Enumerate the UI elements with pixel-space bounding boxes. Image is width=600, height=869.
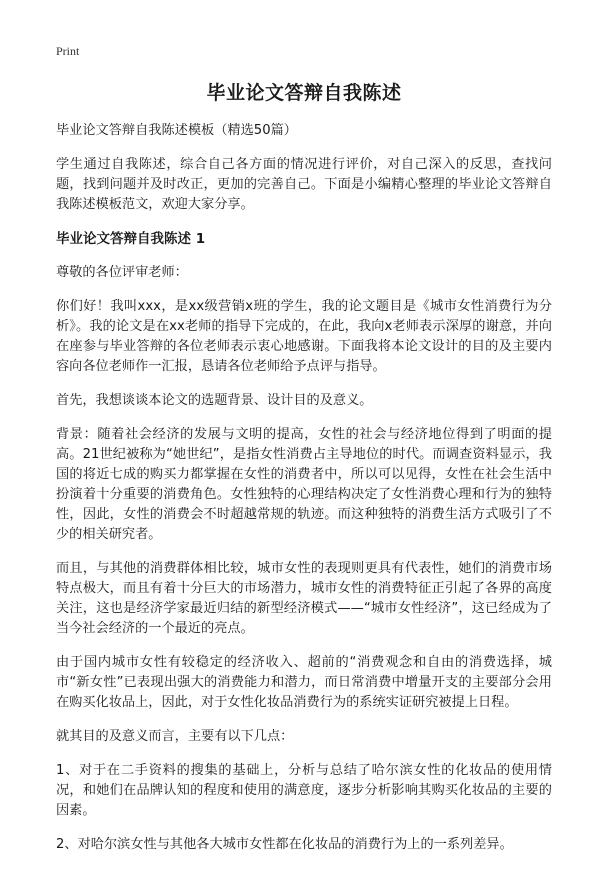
salutation-paragraph: 尊敬的各位评审老师： (56, 265, 188, 280)
document-body (56, 78, 552, 869)
greeting-paragraph: 你们好！我叫xxx，是xx级营销x班的学生，我的论文题目是《城市女性消费行为分析》。我的论文是在xx老师的指导下完成的，在此，我向x老师表示深厚的谢意，并向在座参与毕业答辩的各位老师表示衷心地感谢。下面我将本论文设计的目的及主要内容向各位老师作一汇报，恳请各位老师给予点评与指导。 (56, 299, 552, 374)
page-title: 毕业论文答辩自我陈述 (206, 82, 402, 104)
intro-paragraph: 学生通过自我陈述，综合自己各方面的情况进行评价，对自己深入的反思，查找问题，找到问题并及时改正，更加的完善自己。下面是小编精心整理的毕业论文答辩自我陈述模板范文，欢迎大家分享。 (56, 157, 552, 212)
background-paragraph: 背景：随着社会经济的发展与文明的提高，女性的社会与经济地位得到了明面的提高。21世纪被称为“她世纪”，是指女性消费占主导地位的时代。而调查资料显示，我国的将近七成的购买力都掌握在女性的消费者中，所以可以见得，女性在社会生活中扮演着十分重要的消费角色。女性独特的心理结构决定了女性消费心理和行为的独特性，因此，女性的消费会不时超越常规的轨迹。而这种独特的消费生活方式吸引了不少的相关研究者。 (56, 427, 552, 542)
urban-women-paragraph: 而且，与其他的消费群体相比较，城市女性的表现则更具有代表性，她们的消费市场特点极大，而且有着十分巨大的市场潜力，城市女性的消费特征正引起了各界的高度关注，这也是经济学家最近归结的新型经济模式——“城市女性经济”，这已经成为了当今社会经济的一个最近的亮点。 (56, 561, 552, 636)
income-paragraph: 由于国内城市女性有较稳定的经济收入、超前的“消费观念和自由的消费选择，城市“新女性”已表现出强大的消费能力和潜力，而日常消费中增量开支的主要部分会用在购买化妆品上，因此，对于女性化妆品消费行为的系统实证研究被提上日程。 (56, 655, 552, 710)
document-subtitle: 毕业论文答辩自我陈述模板（精选50篇） (56, 123, 297, 138)
purpose-paragraph: 就其目的及意义而言，主要有以下几点： (56, 729, 294, 744)
section-heading: 毕业论文答辩自我陈述 1 (56, 231, 206, 247)
point-1-paragraph: 1、对于在二手资料的搜集的基础上，分析与总结了哈尔滨女性的化妆品的使用情况，和她们在品牌认知的程度和使用的满意度，逐步分析影响其购买化妆品的主要的因素。 (56, 763, 552, 818)
point-2-paragraph: 2、对哈尔滨女性与其他各大城市女性都在化妆品的消费行为上的一系列差异。 (56, 837, 513, 852)
print-link[interactable]: Print (56, 44, 80, 58)
topic-intro-paragraph: 首先，我想谈谈本论文的选题背景、设计目的及意义。 (56, 393, 373, 408)
